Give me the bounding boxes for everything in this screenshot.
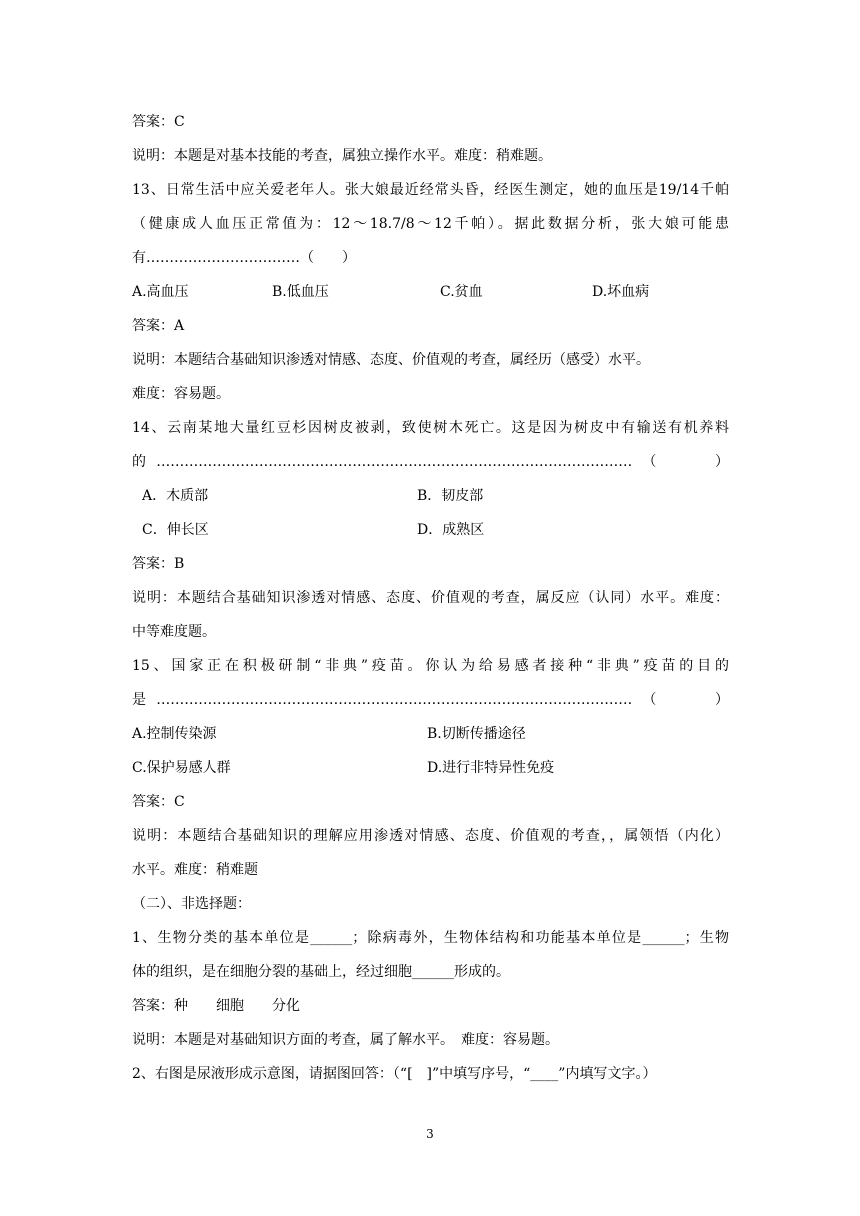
q15-option-b: B.切断传播途径 bbox=[427, 726, 526, 742]
question-15-line2: 是…………………………………………………………………………………………（ ） bbox=[132, 692, 729, 708]
explanation-q15-line2: 水平。难度：稍难题 bbox=[132, 862, 258, 878]
q13-option-a: A.高血压 bbox=[132, 284, 189, 300]
section-heading-non-choice: （二）、非选择题： bbox=[132, 896, 251, 912]
question-13-line3: 有……………………………（ ） bbox=[132, 250, 356, 266]
difficulty-q13: 难度：容易题。 bbox=[132, 386, 230, 402]
q13-option-b: B.低血压 bbox=[272, 284, 329, 300]
question-14-line2: 的…………………………………………………………………………………………（ ） bbox=[132, 454, 729, 470]
q14-option-c: C．伸长区 bbox=[142, 522, 209, 538]
question-2: 2、右图是尿液形成示意图，请据图回答：（“[ ]”中填写序号，“____”内填写文字。） bbox=[132, 1066, 657, 1082]
q13-option-d: D.坏血病 bbox=[592, 284, 650, 300]
page-number: 3 bbox=[426, 1127, 434, 1141]
question-14-line1: 14、云南某地大量红豆杉因树皮被剥，致使树木死亡。这是因为树皮中有输送有机养料 bbox=[132, 420, 729, 436]
q13-option-c: C.贫血 bbox=[440, 284, 483, 300]
explanation-q12: 说明：本题是对基本技能的考查，属独立操作水平。难度：稍难题。 bbox=[132, 148, 552, 164]
q14-option-d: D．成熟区 bbox=[417, 522, 485, 538]
question-13-line1: 13、日常生活中应关爱老年人。张大娘最近经常头昏，经医生测定，她的血压是19/14千帕 bbox=[132, 182, 729, 198]
q14-option-a: A．木质部 bbox=[142, 488, 209, 504]
explanation-q15-line1: 说明：本题结合基础知识的理解应用渗透对情感、态度、价值观的考查，，属领悟（内化） bbox=[132, 828, 729, 844]
answer-q15: 答案：C bbox=[132, 794, 185, 810]
question-1-line1: 1、生物分类的基本单位是______；除病毒外，生物体结构和功能基本单位是______；生物 bbox=[132, 930, 729, 946]
q15-option-d: D.进行非特异性免疫 bbox=[427, 760, 555, 776]
q15-option-a: A.控制传染源 bbox=[132, 726, 217, 742]
answer-nq1: 答案：种 细胞 分化 bbox=[132, 998, 300, 1014]
explanation-q14-line2: 中等难度题。 bbox=[132, 624, 216, 640]
question-1-line2: 体的组织，是在细胞分裂的基础上，经过细胞______形成的。 bbox=[132, 964, 510, 980]
q15-option-c: C.保护易感人群 bbox=[132, 760, 231, 776]
q14-option-b: B．韧皮部 bbox=[417, 488, 484, 504]
answer-q12: 答案：C bbox=[132, 114, 185, 130]
explanation-q13: 说明：本题结合基础知识渗透对情感、态度、价值观的考查，属经历（感受）水平。 bbox=[132, 352, 650, 368]
explanation-nq1: 说明：本题是对基础知识方面的考查，属了解水平。 难度：容易题。 bbox=[132, 1032, 559, 1048]
question-15-line1: 15、国家正在积极研制“非典”疫苗。你认为给易感者接种“非典”疫苗的目的 bbox=[132, 658, 729, 674]
answer-q14: 答案：B bbox=[132, 556, 185, 572]
explanation-q14-line1: 说明：本题结合基础知识渗透对情感、态度、价值观的考查，属反应（认同）水平。难度： bbox=[132, 590, 729, 606]
question-13-line2: （健康成人血压正常值为：12～18.7/8～12千帕）。据此数据分析，张大娘可能患 bbox=[132, 216, 729, 232]
answer-q13: 答案：A bbox=[132, 318, 185, 334]
